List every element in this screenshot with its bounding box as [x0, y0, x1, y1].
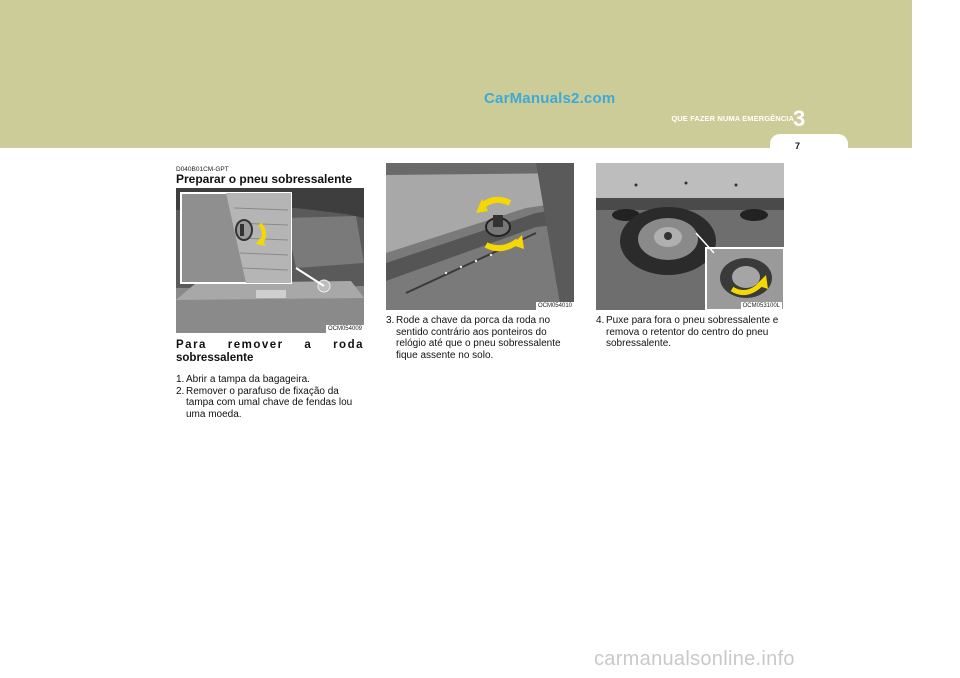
- chapter-number: 3: [793, 106, 806, 131]
- list-item: 3. Rode a chave da porca da roda no sentido contrário aos ponteiros do relógio até que o pneu sobressalente fique assente no solo.: [386, 315, 561, 361]
- page-number-tab: [770, 134, 848, 148]
- steps-column-2: [386, 315, 574, 361]
- section-code: D040B01CM-GPT: [176, 166, 229, 173]
- section-title: Preparar o pneu sobressalente: [176, 172, 353, 186]
- list-item: 2. Remover o parafuso de fixação da tampa com umal chave de fendas lou uma moeda.: [176, 385, 353, 420]
- chapter-title: QUE FAZER NUMA EMERGÊNCIA: [671, 114, 794, 123]
- wheel-nut-illustration: [386, 163, 574, 310]
- spare-tire-illustration: [596, 163, 784, 310]
- page-header-band: [0, 0, 912, 148]
- figure-1-label: OCM054009: [327, 326, 362, 332]
- figure-trunk-cover: [176, 188, 364, 333]
- watermark-top-link[interactable]: CarManuals2.com: [484, 90, 616, 107]
- steps-column-3: [596, 315, 784, 350]
- trunk-cover-illustration: [176, 188, 364, 333]
- steps-column-1: [176, 374, 364, 420]
- subsection-title: Para remover a roda sobressalente: [176, 339, 364, 364]
- figure-wheel-nut: [386, 163, 574, 310]
- figure-3-label: OCM053100L: [742, 303, 780, 309]
- list-item: 4. Puxe para fora o pneu sobressalente e remova o retentor do centro do pneu sobressalente.: [596, 315, 779, 349]
- page-number: 7: [795, 141, 801, 151]
- list-item: 1. Abrir a tampa da bagageira.: [176, 374, 310, 385]
- watermark-bottom-link[interactable]: carmanualsonline.info: [594, 648, 795, 670]
- figure-spare-tire: [596, 163, 784, 310]
- figure-2-label: OCM054010: [537, 303, 572, 309]
